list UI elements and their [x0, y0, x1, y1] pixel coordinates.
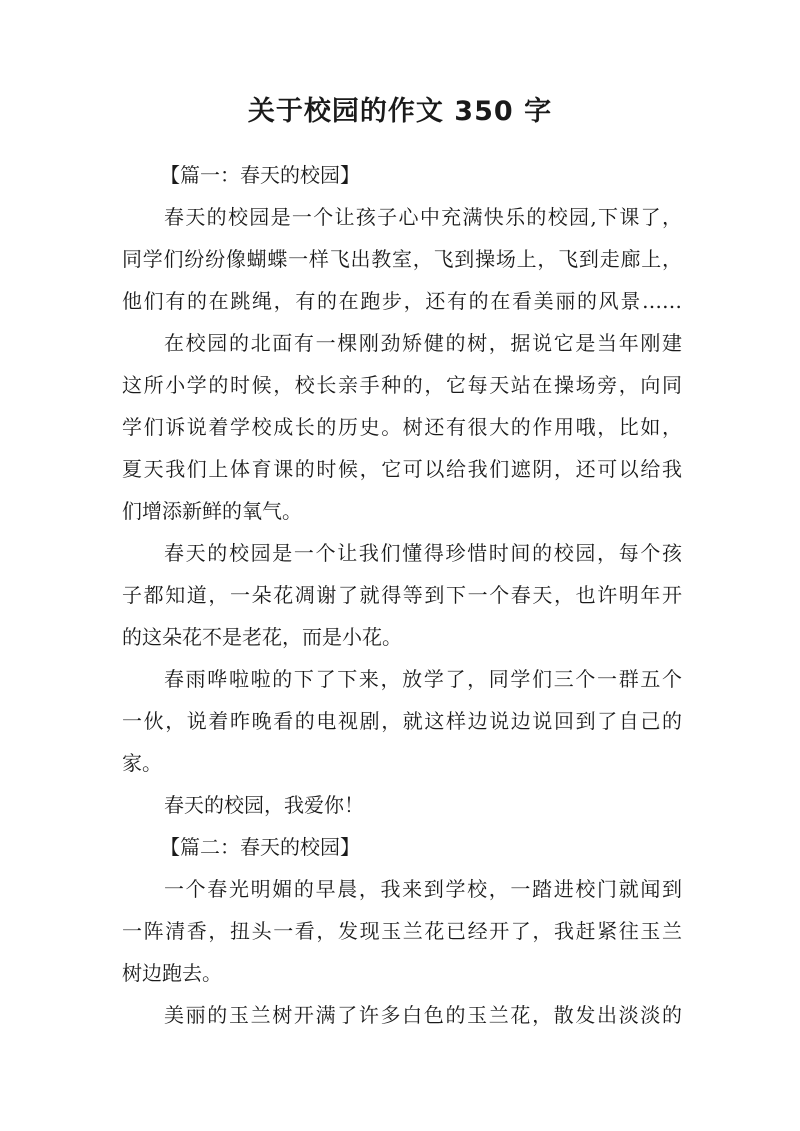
paragraph-line: 一阵清香，扭头一看，发现玉兰花已经开了，我赶紧往玉兰 [122, 919, 682, 943]
paragraph-line: 的这朵花不是老花，而是小花。 [122, 625, 402, 649]
paragraph-line: 夏天我们上体育课的时候，它可以给我们遮阴，还可以给我 [122, 457, 682, 481]
paragraph-line: 一个春光明媚的早晨，我来到学校，一踏进校门就闻到 [164, 877, 682, 901]
section-heading-1: 【篇一：春天的校园】 [160, 163, 360, 187]
paragraph-line: 春天的校园是一个让孩子心中充满快乐的校园,下课了， [164, 205, 682, 229]
paragraph-line: 他们有的在跳绳，有的在跑步，还有的在看美丽的风景…… [122, 289, 682, 313]
document-title: 关于校园的作文 350 字 [247, 96, 553, 127]
paragraph-line: 同学们纷纷像蝴蝶一样飞出教室，飞到操场上，飞到走廊上， [122, 247, 682, 271]
paragraph-line: 春天的校园，我爱你！ [164, 793, 364, 817]
paragraph-line: 春天的校园是一个让我们懂得珍惜时间的校园，每个孩 [164, 541, 682, 565]
paragraph-line: 春雨哗啦啦的下了下来，放学了，同学们三个一群五个 [164, 667, 682, 691]
paragraph-line: 一伙，说着昨晚看的电视剧，就这样边说边说回到了自己的 [122, 709, 682, 733]
section-heading-2: 【篇二：春天的校园】 [160, 835, 360, 859]
paragraph-line: 学们诉说着学校成长的历史。树还有很大的作用哦，比如， [122, 415, 682, 439]
paragraph-line: 们增添新鲜的氧气。 [122, 499, 302, 523]
paragraph-line: 树边跑去。 [122, 961, 222, 985]
paragraph-line: 美丽的玉兰树开满了许多白色的玉兰花，散发出淡淡的 [164, 1003, 682, 1027]
paragraph-line: 在校园的北面有一棵刚劲矫健的树，据说它是当年刚建 [164, 331, 682, 355]
paragraph-line: 这所小学的时候，校长亲手种的，它每天站在操场旁，向同 [122, 373, 682, 397]
paragraph-line: 子都知道，一朵花凋谢了就得等到下一个春天，也许明年开 [122, 583, 682, 607]
paragraph-line: 家。 [122, 751, 162, 775]
